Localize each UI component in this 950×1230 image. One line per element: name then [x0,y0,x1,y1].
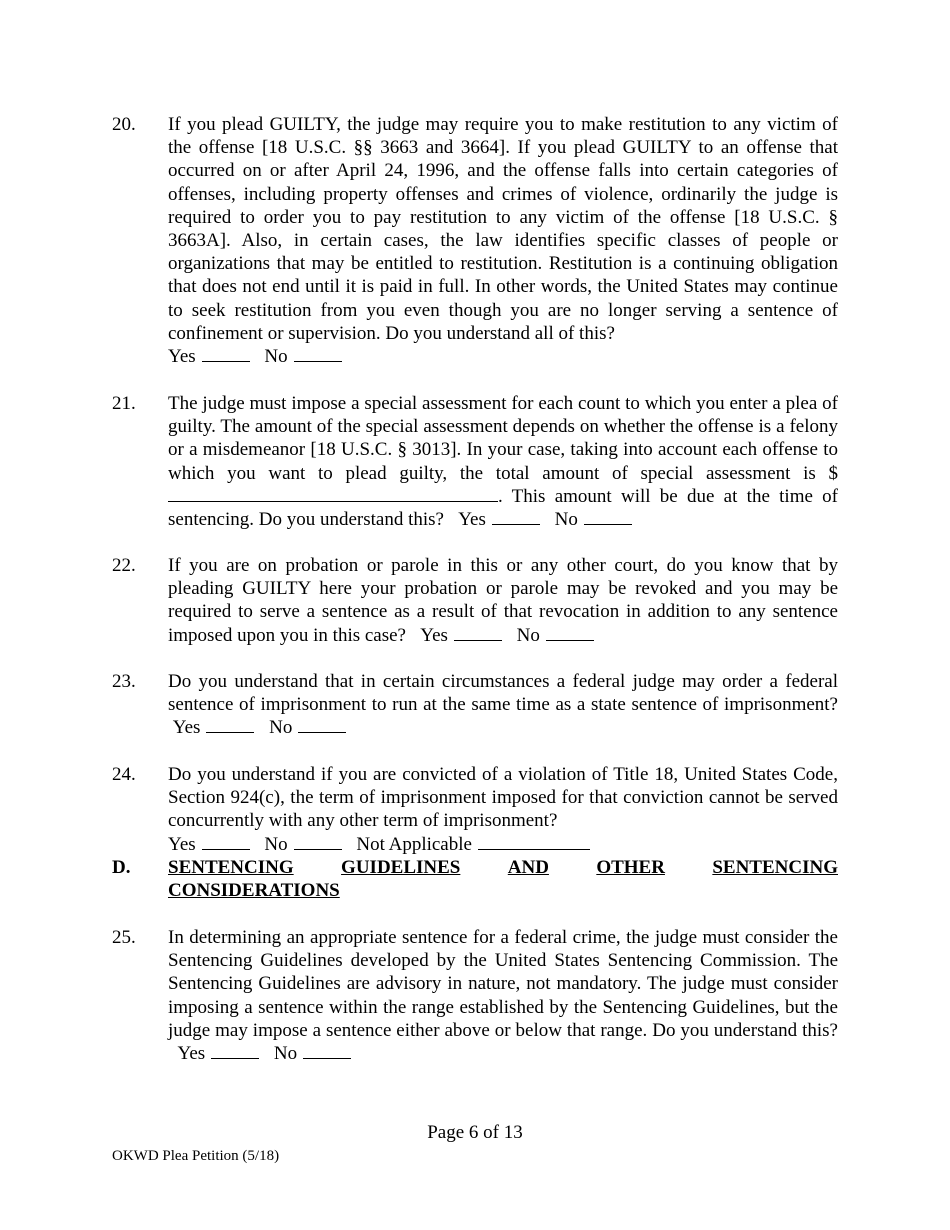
not-applicable-label: Not Applicable [356,833,472,855]
question-text: If you are on probation or parole in this or any other court, do you know that by pleading GUILTY here your probation or parole may be revoked and you may be required to serve a sentence as a result of that revocation in addition to any sentence imposed upon you in this case? Yes No [168,555,838,646]
yes-no-na-answer [168,834,600,855]
yes-label: Yes [458,509,486,531]
section-letter: D. [112,857,131,878]
no-label: No [269,717,293,739]
question-number: 20. [112,114,136,135]
yes-blank[interactable] [202,833,250,850]
no-blank[interactable] [294,833,342,850]
yes-blank[interactable] [492,508,540,525]
no-blank[interactable] [584,508,632,525]
section-title: SENTENCING GUIDELINES AND OTHER SENTENCING CONSIDERATIONS [168,857,838,902]
page-number: Page 6 of 13 [427,1122,523,1143]
yes-no-answer [449,509,642,530]
question-number: 22. [112,555,136,576]
no-blank[interactable] [303,1042,351,1059]
yes-blank[interactable] [454,624,502,641]
yes-label: Yes [168,346,196,368]
yes-no-answer [168,346,352,367]
question-text: Do you understand that in certain circumstances a federal judge may order a federal sentence of imprisonment to run at the same time as a state sentence of imprisonment? Yes No [168,671,838,739]
yes-blank[interactable] [206,716,254,733]
no-blank[interactable] [546,624,594,641]
no-label: No [273,1043,298,1065]
yes-label: Yes [420,624,448,646]
yes-no-answer [168,1043,361,1064]
question-number: 23. [112,671,136,692]
no-label: No [264,346,288,368]
yes-label: Yes [177,1043,206,1065]
question-text: The judge must impose a special assessment for each count to which you enter a plea of guilty. The amount of the special assessment depends on whether the offense is a felony or a misdemeanor [18 U.S.C. § 3013]. In your case, taking into account each offense to which you want to plead guilty, the total amount of special assessment is $. This amount will be due at the time of sentencing. Do you understand this? Yes No [168,393,838,531]
question-number: 25. [112,927,136,948]
assessment-amount-blank[interactable] [168,485,498,502]
yes-label: Yes [168,833,196,855]
no-label: No [516,624,540,646]
no-label: No [554,509,578,531]
form-identifier: OKWD Plea Petition (5/18) [112,1148,280,1164]
yes-no-answer [411,625,604,646]
question-text: In determining an appropriate sentence for a federal crime, the judge must consider the Sentencing Guidelines developed by the United States Sentencing Commission. The Sentencing Guidelines are advisory in nature, not mandatory. The judge must consider imposing a sentence within the range established by the Sentencing Guidelines, but the judge may impose a sentence either above or below that range. Do you understand this? Yes No [168,927,838,1065]
question-number: 24. [112,764,136,785]
yes-blank[interactable] [202,345,250,362]
yes-no-answer [168,717,356,738]
yes-blank[interactable] [211,1042,259,1059]
question-number: 21. [112,393,136,414]
no-blank[interactable] [294,345,342,362]
yes-label: Yes [172,717,201,739]
not-applicable-blank[interactable] [478,833,590,850]
question-text: Do you understand if you are convicted of a violation of Title 18, United States Code, Section 924(c), the term of imprisonment imposed for that conviction cannot be served concurrently with any other term of imprisonment? Yes No Not Applicable [168,764,838,855]
no-label: No [264,833,288,855]
no-blank[interactable] [298,716,346,733]
question-text: If you plead GUILTY, the judge may require you to make restitution to any victim of the offense [18 U.S.C. §§ 3663 and 3664]. If you plead GUILTY to an offense that occurred on or after April 24, 1996, and the offense falls into certain categories of offenses, including property offenses and crimes of violence, ordinarily the judge is required to order you to pay restitution to any victim of the offense [18 U.S.C. § 3663A]. Also, in certain cases, the law identifies specific classes of people or organizations that may be entitled to restitution. Restitution is a continuing obligation that does not end until it is paid in full. In other words, the United States may continue to seek restitution from you even though you are no longer serving a sentence of confinement or supervision. Do you understand all of this? Yes No [168,114,838,368]
